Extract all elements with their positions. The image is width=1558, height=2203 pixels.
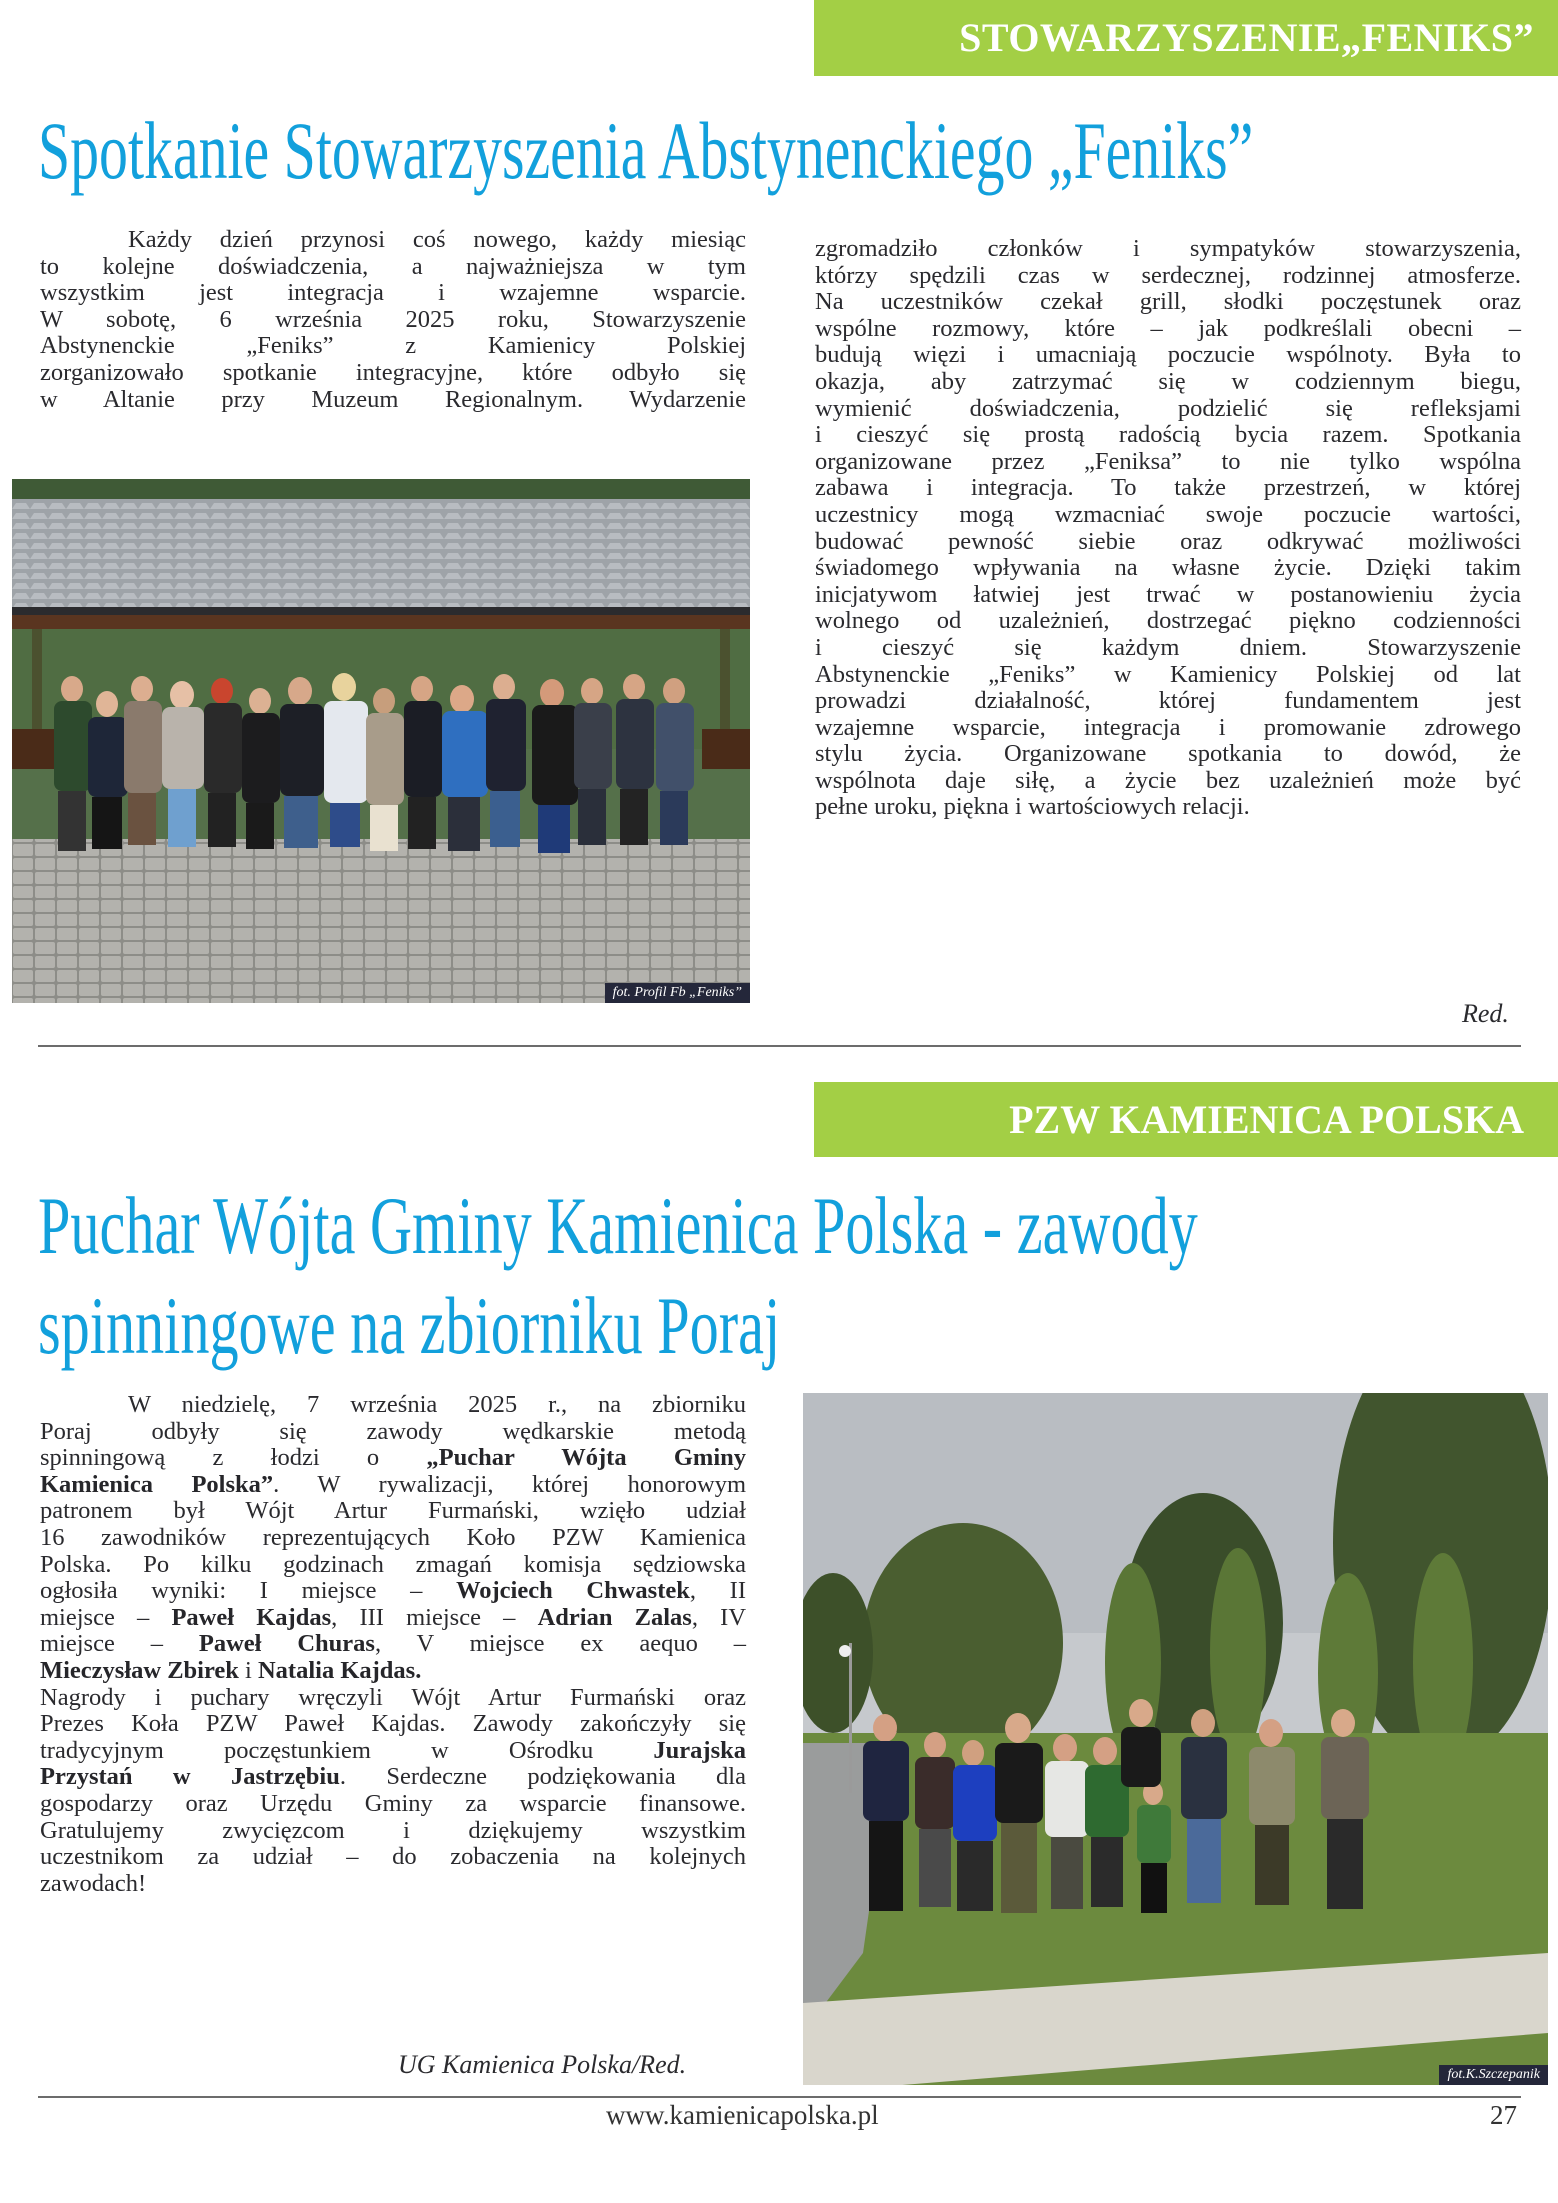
text-line: uczestnicy mogą wzmacniać swoje poczucie wartości, bbox=[815, 500, 1521, 528]
article-title-line-2: spinningowe na zbiorniku Poraj bbox=[38, 1280, 781, 1371]
text-line: prowadzi działalność, której fundamentem jest bbox=[815, 687, 1521, 715]
section-banner-feniks: STOWARZYSZENIE„FENIKS” bbox=[814, 0, 1558, 76]
text-line: Nagrody i puchary wręczyli Wójt Artur Furmański oraz bbox=[40, 1683, 746, 1711]
text-line: stylu życia. Organizowane spotkania to dowód, że bbox=[815, 740, 1521, 768]
text-line: W niedzielę, 7 września 2025 r., na zbiorniku bbox=[128, 1391, 746, 1418]
text-line: i cieszyć się każdym dniem. Stowarzyszenie bbox=[815, 633, 1521, 661]
group-photo-pzw bbox=[803, 1393, 1548, 2085]
article-body-column-2 bbox=[815, 236, 1521, 821]
text-line: zorganizowało spotkanie integracyjne, które odbyło się bbox=[40, 358, 746, 386]
text-span: miejsce – bbox=[40, 1630, 199, 1658]
text-line: organizowane przez „Feniksa” to nie tylko wspólna bbox=[815, 447, 1521, 475]
text-line: Abstynenckie „Feniks” w Kamienicy Polskiej od lat bbox=[815, 660, 1521, 688]
text-line: to kolejne doświadczenia, a najważniejsza w tym bbox=[40, 252, 746, 280]
text-line: Poraj odbyły się zawody wędkarskie metodą bbox=[40, 1417, 746, 1445]
article-title-line-1: Puchar Wójta Gminy Kamienica Polska - zawody bbox=[38, 1180, 1198, 1271]
text-line: wzajemne wsparcie, integracja i promowanie zdrowego bbox=[815, 713, 1521, 741]
text-line: budować pewność siebie oraz odkrywać możliwości bbox=[815, 527, 1521, 555]
text-line bbox=[40, 1578, 746, 1605]
text-span: , IV bbox=[691, 1603, 747, 1631]
text-span: miejsce – bbox=[40, 1603, 172, 1631]
section-divider bbox=[38, 1045, 1521, 1047]
text-line: patronem był Wójt Artur Furmański, wzięło udział bbox=[40, 1497, 746, 1525]
text-line bbox=[40, 1658, 746, 1685]
text-line: 16 zawodników reprezentujących Koło PZW Kamienica bbox=[40, 1523, 746, 1551]
text-span: tradycyjnym poczęstunkiem w Ośrodku bbox=[40, 1736, 654, 1764]
anglers-group-photo-illustration bbox=[803, 1393, 1548, 2085]
article-signature: Red. bbox=[1462, 999, 1509, 1028]
text-line: inicjatywom łatwiej jest trwać w postanowieniu życia bbox=[815, 580, 1521, 608]
text-line bbox=[40, 1738, 746, 1765]
text-line: zgromadziło członków i sympatyków stowarzyszenia, bbox=[815, 235, 1521, 262]
text-span: i bbox=[238, 1656, 258, 1684]
footer-divider bbox=[38, 2096, 1521, 2098]
text-span: spinningową z łodzi o bbox=[40, 1444, 427, 1472]
article-body-column-3 bbox=[40, 1392, 746, 1897]
gazebo-group-photo-illustration bbox=[12, 479, 750, 1003]
text-span: ogłosiła wyniki: I miejsce – bbox=[40, 1577, 457, 1605]
text-line: uczestnikom za udział – do zobaczenia na kolejnych bbox=[40, 1843, 746, 1871]
text-line: wspólne rozmowy, które – jak podkreślali obecni – bbox=[815, 314, 1521, 342]
section-banner-pzw: PZW KAMIENICA POLSKA bbox=[814, 1082, 1558, 1157]
bold-text: Jurajska bbox=[653, 1736, 746, 1764]
text-line: okazja, aby zatrzymać się w codziennym biegu, bbox=[815, 367, 1521, 395]
photo-credit: fot. Profil Fb „Feniks” bbox=[605, 983, 750, 1003]
text-line: którzy spędzili czas w serdecznej, rodzinnej atmosferze. bbox=[815, 261, 1521, 289]
group-photo-feniks bbox=[12, 479, 750, 1003]
text-line: Na uczestników czekał grill, słodki poczęstunek oraz bbox=[815, 288, 1521, 316]
text-span: . Serdeczne podziękowania dla bbox=[339, 1763, 746, 1791]
text-line: Każdy dzień przynosi coś nowego, każdy miesiąc bbox=[128, 226, 746, 253]
text-line: zabawa i integracja. To także przestrzeń, w której bbox=[815, 474, 1521, 502]
text-line: Gratulujemy zwycięzcom i dziękujemy wszystkim bbox=[40, 1816, 746, 1844]
bold-text: Przystań w Jastrzębiu bbox=[40, 1763, 340, 1791]
bold-text: „Puchar Wójta Gminy bbox=[426, 1444, 747, 1472]
text-line: Prezes Koła PZW Paweł Kajdas. Zawody zakończyły się bbox=[40, 1710, 746, 1738]
photo-credit: fot.K.Szczepanik bbox=[1439, 2065, 1548, 2085]
bold-text: Paweł Kajdas bbox=[171, 1603, 332, 1631]
article-body-column-1 bbox=[40, 227, 746, 413]
text-line: gospodarzy oraz Urzędu Gminy za wsparcie finansowe. bbox=[40, 1789, 746, 1817]
footer-website-link[interactable]: www.kamienicapolska.pl bbox=[606, 2100, 879, 2130]
text-line: zawodach! bbox=[40, 1869, 147, 1897]
text-line: wszystkim jest integracja i wzajemne wsparcie. bbox=[40, 279, 746, 307]
bold-text: Paweł Churas bbox=[198, 1630, 375, 1658]
bold-text: Mieczysław Zbirek bbox=[40, 1656, 239, 1684]
text-span: , II bbox=[689, 1577, 747, 1605]
bold-text: Kamienica Polska” bbox=[40, 1470, 274, 1498]
text-span: , III miejsce – bbox=[331, 1603, 538, 1631]
article-signature: UG Kamienica Polska/Red. bbox=[398, 2050, 687, 2079]
text-line bbox=[40, 1605, 746, 1632]
text-line: w Altanie przy Muzeum Regionalnym. Wydarzenie bbox=[40, 385, 746, 413]
text-line: Polska. Po kilku godzinach zmagań komisja sędziowska bbox=[40, 1550, 746, 1578]
bold-text: Adrian Zalas bbox=[537, 1603, 692, 1631]
text-line: W sobotę, 6 września 2025 roku, Stowarzyszenie bbox=[40, 305, 746, 333]
text-line: Abstynenckie „Feniks” z Kamienicy Polskiej bbox=[40, 332, 746, 360]
text-line bbox=[40, 1445, 746, 1472]
text-line bbox=[40, 1764, 746, 1791]
text-line: wymienić doświadczenia, podzielić się refleksjami bbox=[815, 394, 1521, 422]
text-line: pełne uroku, piękna i wartościowych relacji. bbox=[815, 793, 1250, 821]
text-span: . W rywalizacji, której honorowym bbox=[273, 1470, 746, 1498]
page-number: 27 bbox=[1490, 2100, 1517, 2130]
text-line bbox=[40, 1631, 746, 1658]
text-line bbox=[40, 1472, 746, 1499]
article-title: Spotkanie Stowarzyszenia Abstynenckiego „Feniks” bbox=[38, 105, 1254, 196]
bold-text: Natalia Kajdas. bbox=[257, 1656, 422, 1684]
text-line: wspólnota daje siłę, a życie bez uzależnień może być bbox=[815, 766, 1521, 794]
bold-text: Wojciech Chwastek bbox=[456, 1577, 690, 1605]
text-line: wolnego od uzależnień, dostrzegać piękno codzienności bbox=[815, 607, 1521, 635]
text-line: budują więzi i umacniają poczucie wspólnoty. Była to bbox=[815, 341, 1521, 369]
text-line: świadomego wpływania na własne życie. Dzięki takim bbox=[815, 554, 1521, 582]
text-line: i cieszyć się prostą radością bycia razem. Spotkania bbox=[815, 421, 1521, 449]
text-span: , V miejsce ex aequo – bbox=[374, 1630, 746, 1658]
